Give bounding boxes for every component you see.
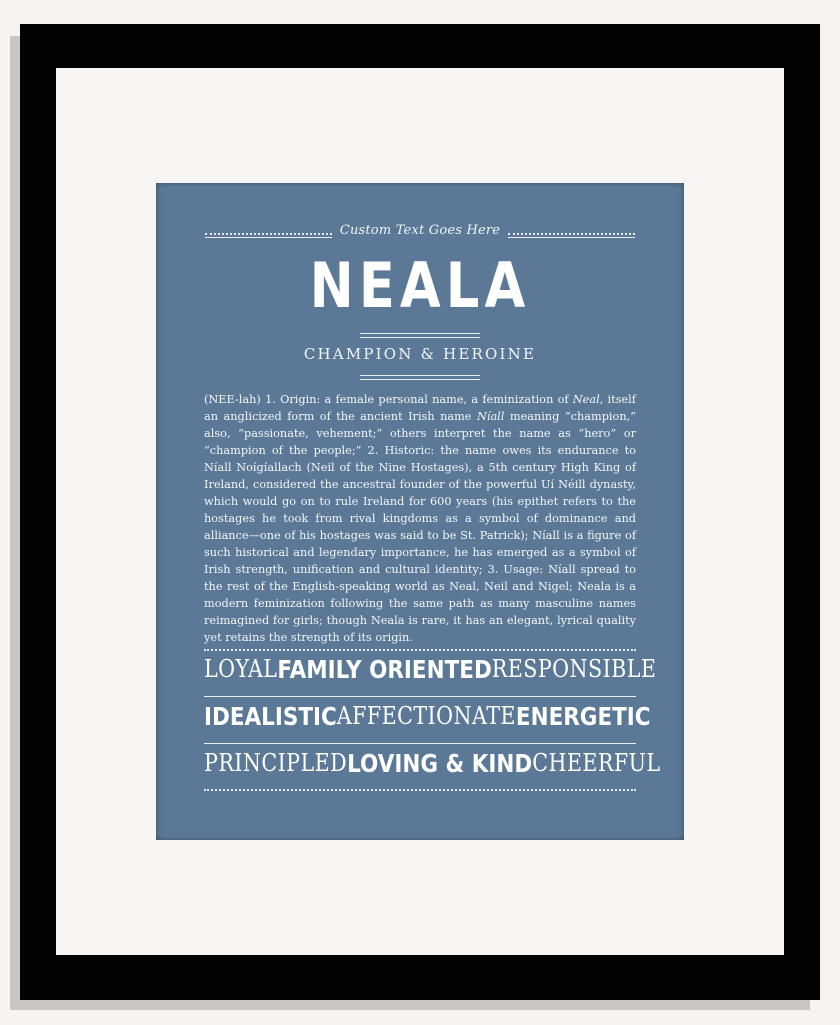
custom-text-row (205, 221, 635, 247)
right-dotted-rule (508, 233, 635, 239)
print-name: NEALA (309, 249, 531, 322)
name-meaning-subtitle: CHAMPION & HEROINE (303, 345, 537, 363)
definition-italic-neal: Neal (572, 393, 600, 406)
name-print (156, 183, 684, 840)
name-definition (204, 391, 636, 646)
trait-word: AFFECTIONATE (336, 702, 516, 730)
name-underline-rule (360, 333, 480, 338)
traits-top-dotted-rule (204, 649, 636, 651)
trait-row-2 (204, 702, 651, 738)
left-dotted-rule (205, 233, 332, 239)
trait-word: CHEERFUL (532, 749, 661, 777)
trait-word: RESPONSIBLE (491, 655, 657, 683)
traits-bottom-dotted-rule (204, 789, 636, 791)
definition-text: (NEE-lah) 1. Origin: a female personal name, a feminization of (204, 393, 573, 406)
trait-word: LOVING & KIND (347, 749, 533, 778)
trait-row-3 (204, 749, 661, 785)
definition-text: meaning “champion,” also, “passionate, vehement;” others interpret the name as “hero” or “champion of the people;” 2. Historic: the name owes its endurance to Níall Noígíallach (Neil of the Nine Hostages), a 5th century High King of Ireland, considered the ancestral founder of the powerful Uí Néill dynasty, which would go on to rule Ireland for 600 years (his epithet refers to the hostages he took from rival kingdoms as a symbol of dominance and alliance—one of his hostages was said to be St. Patrick); Níall is a figure of such historical and legendary importance, he has emerged as a symbol of Irish strength, unification and cultural identity; 3. Usage: Níall spread to the rest of the English-speaking world as Neal, Neil and Nigel; Neala is a modern feminization following the same path as many masculine names reimagined for girls; though Neala is rare, it has an elegant, lyrical quality yet retains the strength of its origin. (204, 410, 636, 644)
trait-word: ENERGETIC (515, 702, 651, 731)
subtitle-underline-rule (360, 375, 480, 380)
trait-row-1 (204, 655, 657, 691)
trait-word: FAMILY ORIENTED (277, 655, 492, 684)
trait-separator-rule (204, 743, 636, 744)
definition-text: , itself an anglicized form of the ancient Irish name (204, 393, 636, 423)
custom-text: Custom Text Goes Here (339, 223, 501, 238)
trait-word: PRINCIPLED (204, 749, 348, 777)
trait-separator-rule (204, 696, 636, 697)
definition-italic-niall: Níall (476, 410, 505, 423)
trait-word: LOYAL (204, 655, 278, 683)
trait-word: IDEALISTIC (204, 702, 337, 731)
